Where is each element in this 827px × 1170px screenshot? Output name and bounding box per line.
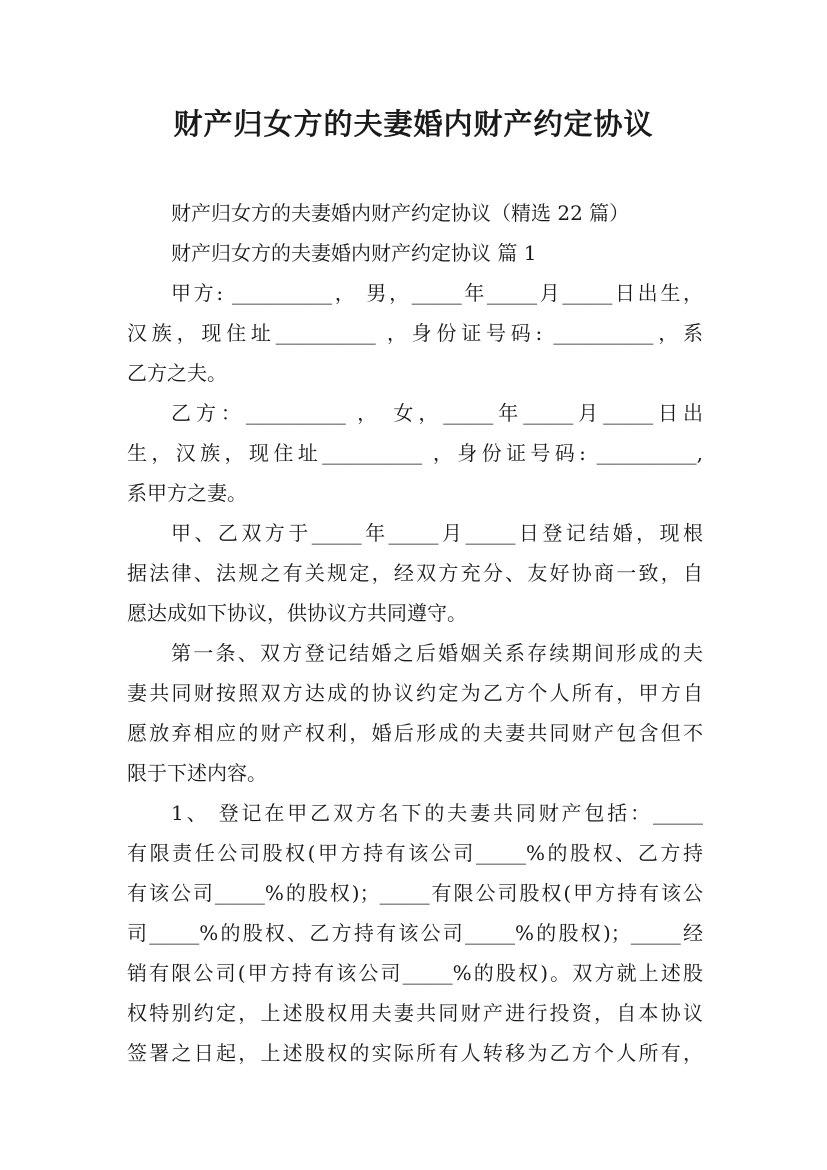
article-1-line-4: 限于下述内容。 xyxy=(127,761,267,785)
article-1-line-3: 愿放弃相应的财产权利，婚后形成的夫妻共同财产包含但不 xyxy=(127,721,703,745)
party-b-line-3: 系甲方之妻。 xyxy=(127,481,247,505)
clause-1-line-6: 权特别约定，上述股权用夫妻共同财产进行投资，自本协议 xyxy=(127,1001,703,1025)
clause-1-line-5: 销有限公司(甲方持有该公司_____%的股权)。双方就上述股 xyxy=(127,961,703,985)
section-heading: 财产归女方的夫妻婚内财产约定协议 篇 1 xyxy=(171,241,537,265)
article-1-line-2: 妻共同财按照双方达成的协议约定为乙方个人所有，甲方自 xyxy=(127,681,703,705)
document-body xyxy=(127,193,703,1073)
party-a-line-3: 乙方之夫。 xyxy=(127,361,227,385)
intro-paragraph-line-3: 愿达成如下协议，供协议方共同遵守。 xyxy=(127,601,467,625)
intro-paragraph-line-1: 甲、乙双方于_____年_____月_____日登记结婚，现根 xyxy=(171,521,703,545)
party-b-line-2: 生，汉族，现住址__________ ，身份证号码: __________, xyxy=(127,441,703,465)
article-1-line-1: 第一条、双方登记结婚之后婚姻关系存续期间形成的夫 xyxy=(171,641,703,665)
party-b-line-1: 乙方：__________ ， 女，_____年_____月_____日出 xyxy=(171,401,703,425)
clause-1-line-2: 有限责任公司股权(甲方持有该公司_____%的股权、乙方持 xyxy=(127,841,703,865)
intro-paragraph-line-2: 据法律、法规之有关规定，经双方充分、友好协商一致，自 xyxy=(127,561,703,585)
clause-1-line-7: 签署之日起，上述股权的实际所有人转移为乙方个人所有， xyxy=(127,1041,703,1065)
clause-1-line-3: 有该公司_____%的股权)；_____有限公司股权(甲方持有该公 xyxy=(127,881,703,905)
party-a-line-1: 甲方: __________， 男，_____年_____月_____日出生， xyxy=(171,281,703,305)
document-title: 财产归女方的夫妻婚内财产约定协议 xyxy=(173,107,654,141)
party-a-line-2: 汉族，现住址__________ ，身份证号码: __________，系 xyxy=(127,321,703,345)
clause-1-line-1: 1、 登记在甲乙双方名下的夫妻共同财产包括：_____ xyxy=(171,801,703,825)
subtitle-line: 财产归女方的夫妻婚内财产约定协议（精选 22 篇） xyxy=(171,201,630,225)
clause-1-line-4: 司_____%的股权、乙方持有该公司_____%的股权)；_____经 xyxy=(127,921,703,945)
